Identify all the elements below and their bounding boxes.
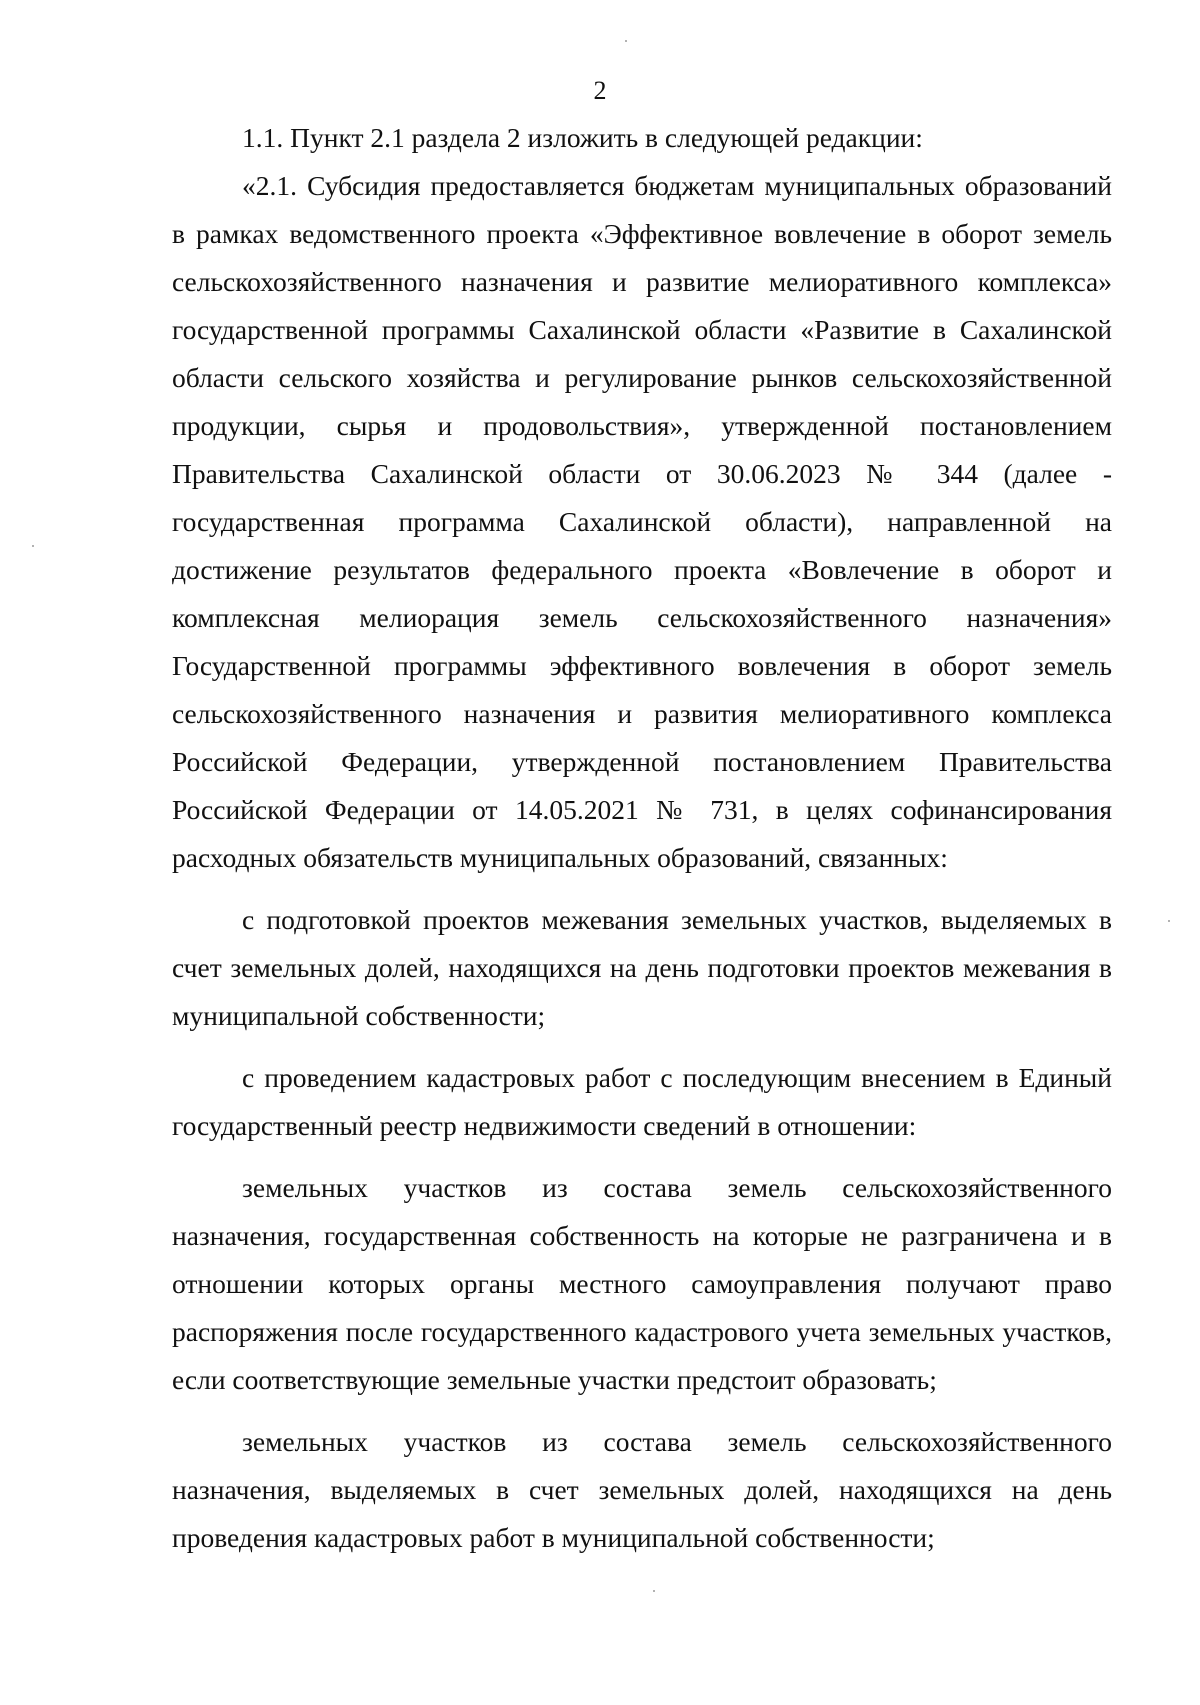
paragraph-subsidy-clause: «2.1. Субсидия предоставляется бюджетам муниципальных образований в рамках ведомственного проекта «Эффективное вовлечение в оборот земель сельскохозяйственного назначения и развитие мелиоративного комплекса» государственной программы Сахалинской области «Развитие в Сахалинской области сельского хозяйства и регулирование рынков сельскохозяйственной продукции, сырья и продовольствия», утвержденной постановлением Правительства Сахалинской области от 30.06.2023 № 344 (далее - государственная программа Сахалинской области), направленной на достижение результатов федерального проекта «Вовлечение в оборот и комплексная мелиорация земель сельскохозяйственного назначения» Государственной программы эффективного вовлечения в оборот земель сельскохозяйственного назначения и развития мелиоративного комплекса Российской Федерации, утвержденной постановлением Правительства Российской Федерации от 14.05.2021 № 731, в целях софинансирования расходных обязательств муниципальных образований, связанных: — [172, 170, 1112, 873]
paragraph-amendment-intro: 1.1. Пункт 2.1 раздела 2 изложить в следующей редакции: — [242, 122, 923, 153]
paragraph-cadastral-works: с проведением кадастровых работ с последующим внесением в Единый государственный реестр недвижимости сведений в отношении: — [172, 1062, 1112, 1141]
scan-speck — [32, 545, 34, 547]
scan-speck — [653, 1590, 655, 1592]
page-number: 2 — [593, 76, 607, 105]
paragraph-municipal-land-shares: земельных участков из состава земель сельскохозяйственного назначения, выделяемых в счет земельных долей, находящихся на день проведения кадастровых работ в муниципальной собственности; — [172, 1426, 1112, 1553]
paragraph-survey-projects: с подготовкой проектов межевания земельных участков, выделяемых в счет земельных долей, находящихся на день подготовки проектов межевания в муниципальной собственности; — [172, 904, 1112, 1031]
paragraph-undivided-state-land: земельных участков из состава земель сельскохозяйственного назначения, государственная собственность на которые не разграничена и в отношении которых органы местного самоуправления получают право распоряжения после государственного кадастрового учета земельных участков, если соответствующие земельные участки предстоит образовать; — [172, 1172, 1112, 1395]
scan-speck — [625, 40, 627, 42]
document-body — [172, 114, 1112, 1562]
scan-speck — [1168, 920, 1170, 922]
